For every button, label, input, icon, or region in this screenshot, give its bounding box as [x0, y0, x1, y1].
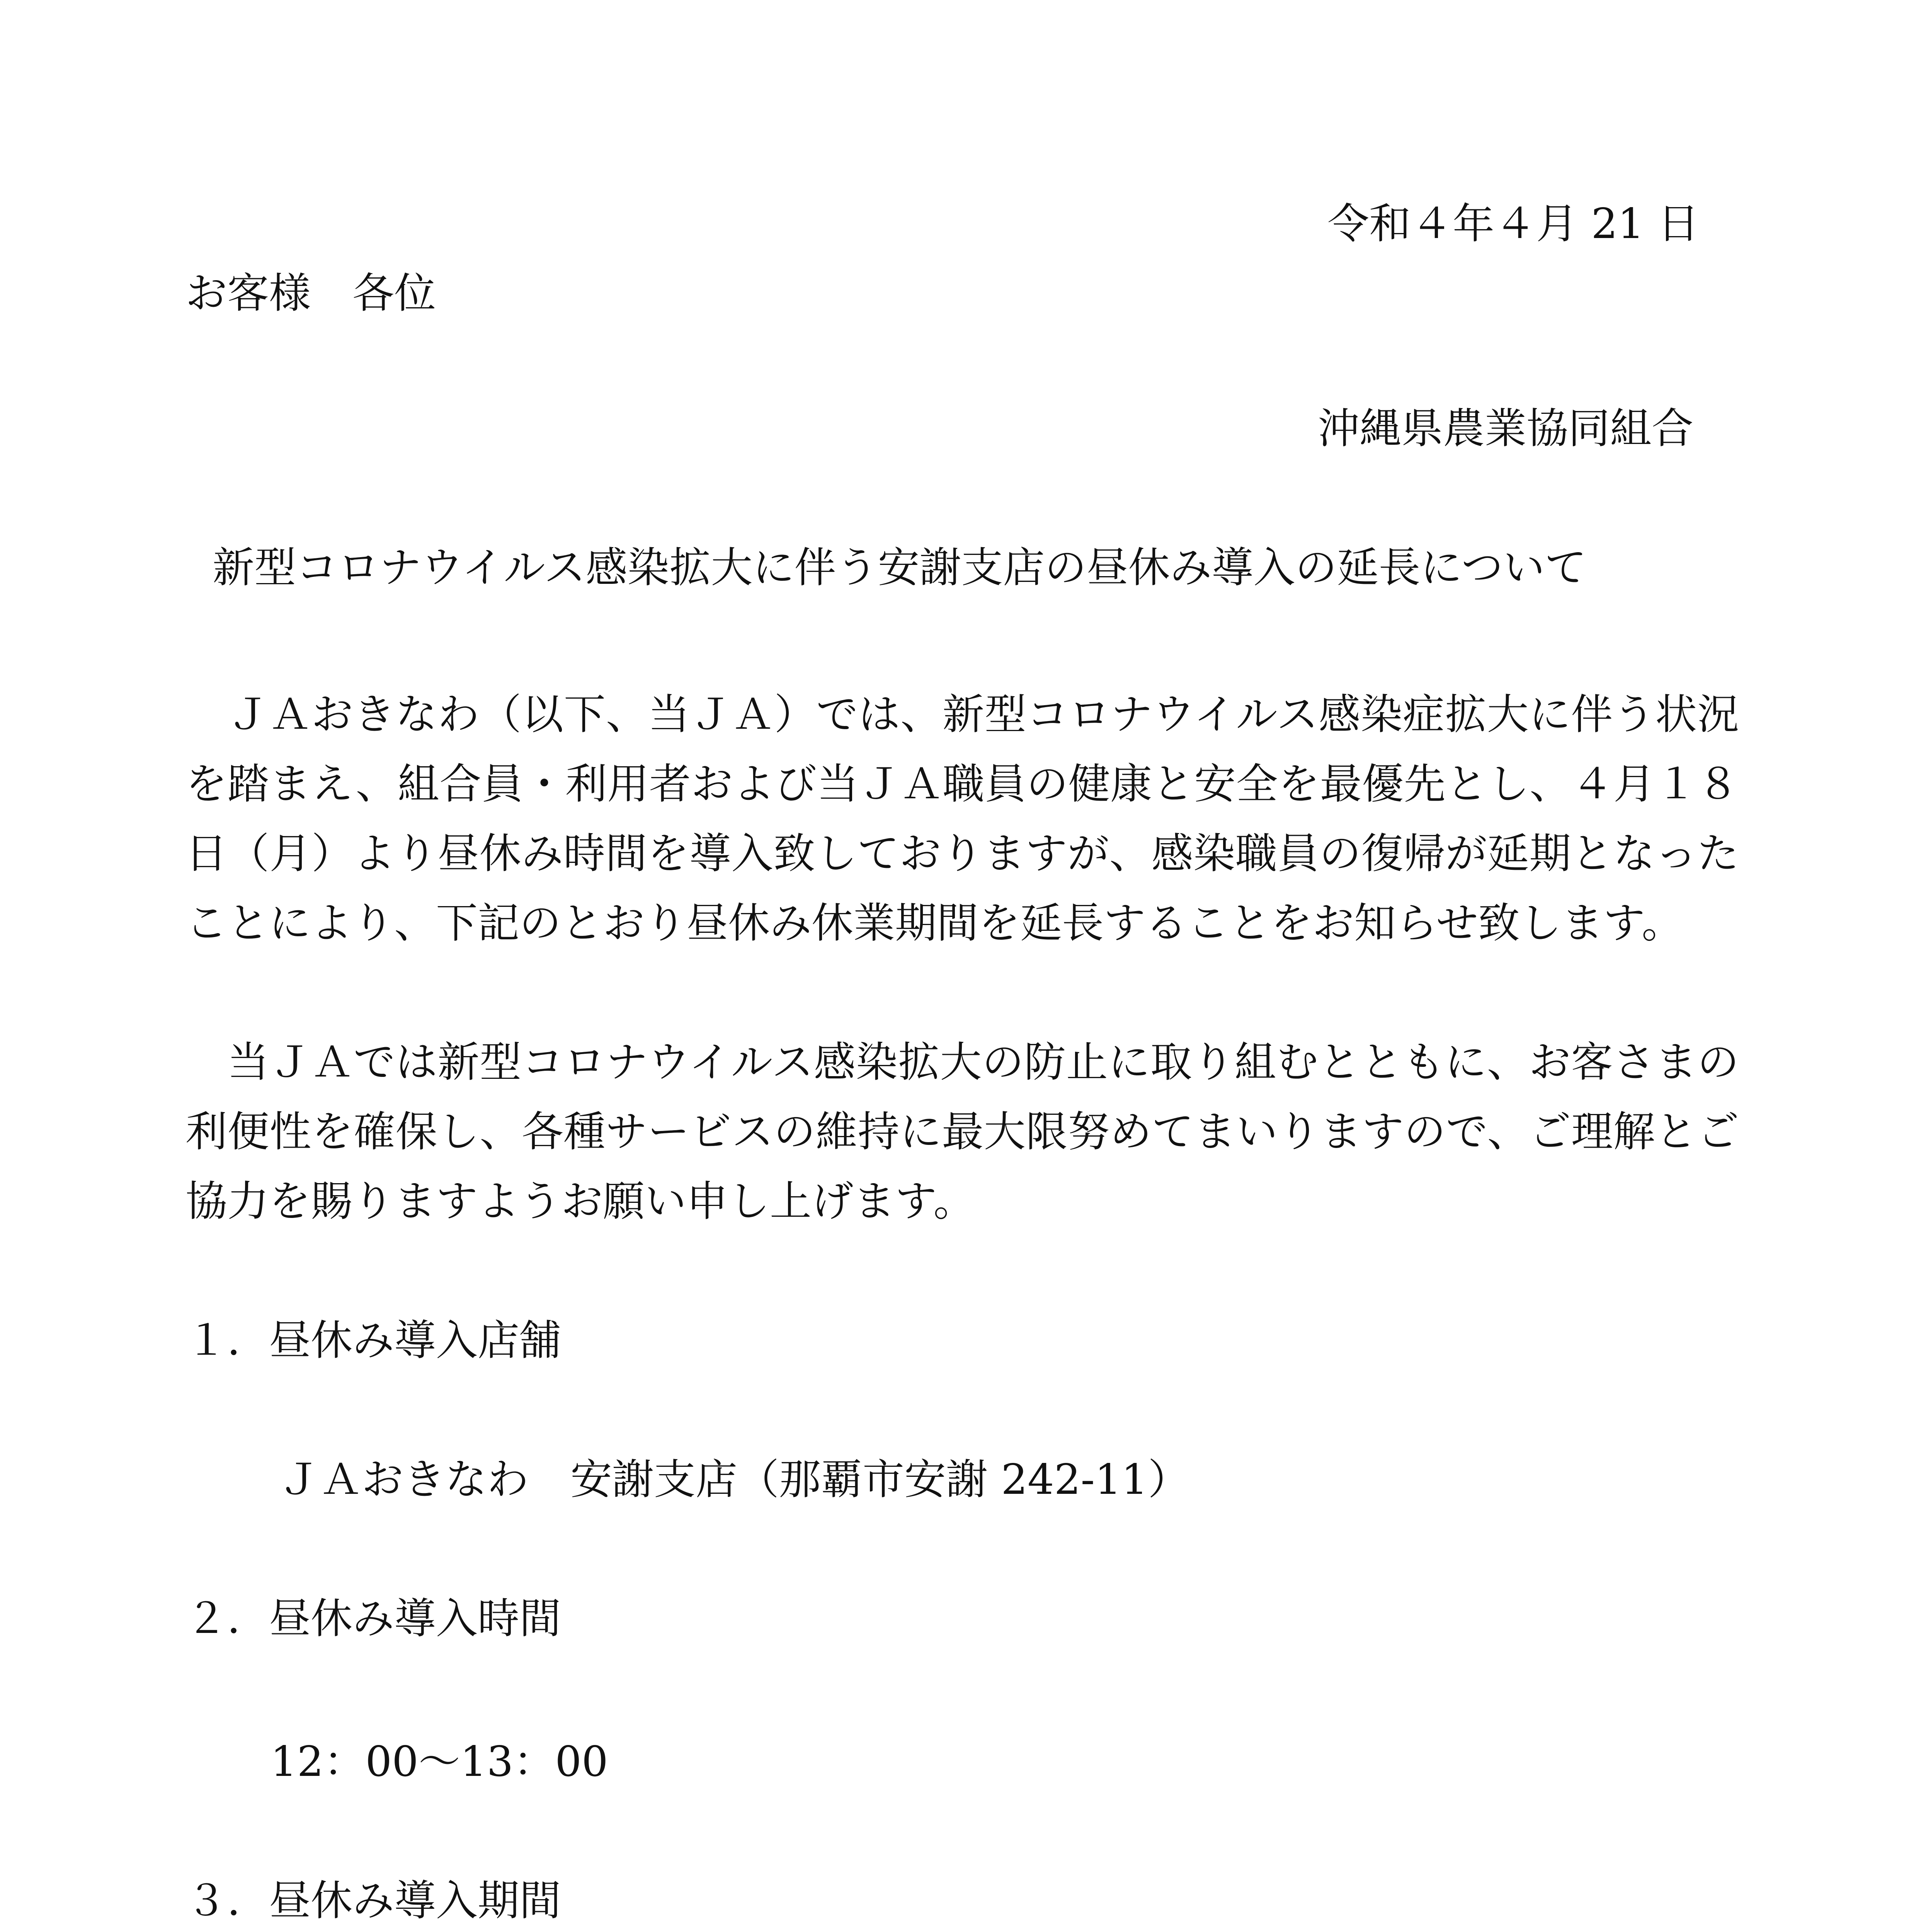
section-heading-time: ２．昼休み導入時間	[185, 1595, 562, 1643]
body-paragraph-1: ＪＡおきなわ（以下、当ＪＡ）では、新型コロナウイルス感染症拡大に伴う状況を踏まえ、組合員・利用者および当ＪＡ職員の健康と安全を最優先とし、４月１８日（月）より昼休み時間を導入致しておりますが、感染職員の復帰が延期となったことにより、下記のとおり昼休み休業期間を延長することをお知らせ致します。	[185, 690, 1739, 947]
section-heading-store: １．昼休み導入店舗	[185, 1316, 562, 1365]
sender-organization: 沖縄県農業協同組合	[1318, 405, 1694, 453]
section-content-store: ＪＡおきなわ 安謝支店（那覇市安謝 242-11）	[278, 1456, 1190, 1504]
document-date: 令和４年４月 21 日	[1327, 200, 1700, 248]
body-paragraph-2: 当ＪＡでは新型コロナウイルス感染拡大の防止に取り組むとともに、お客さまの利便性を確保し、各種サービスの維持に最大限努めてまいりますので、ご理解とご協力を賜りますようお願い申し上げます。	[185, 1038, 1739, 1226]
recipient: お客様 各位	[185, 269, 436, 318]
section-heading-period: ３．昼休み導入期間	[185, 1877, 562, 1925]
document-title: 新型コロナウイルス感染拡大に伴う安謝支店の昼休み導入の延長について	[213, 544, 1587, 592]
section-content-time: 12：00～13：00	[271, 1738, 608, 1786]
